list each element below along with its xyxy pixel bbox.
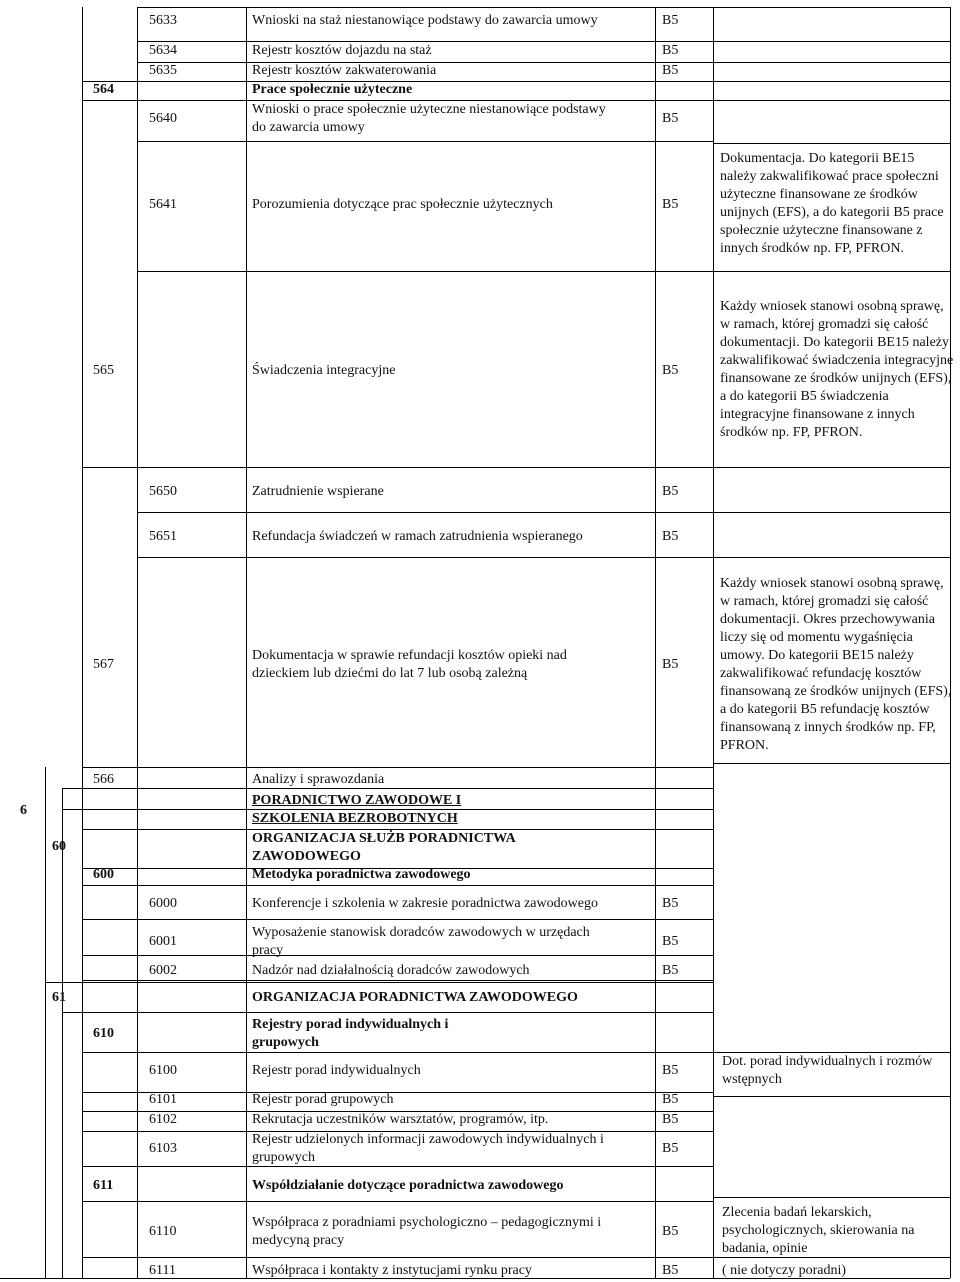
table-rule [82, 1201, 713, 1202]
category-cell: B5 [662, 1224, 679, 1239]
title-cell: ORGANIZACJA SŁUŻB PORADNICTWA ZAWODOWEGO [252, 831, 515, 864]
title-cell: Konferencje i szkolenia w zakresie poradnictwa zawodowego [252, 896, 598, 911]
title-cell: Świadczenia integracyjne [252, 363, 396, 378]
symbol-cell: 5651 [149, 529, 177, 544]
table-rule [713, 763, 950, 764]
table-rule [713, 143, 950, 144]
symbol-cell: 600 [93, 867, 114, 882]
category-cell: B5 [662, 1063, 679, 1078]
symbol-cell: 5634 [149, 43, 177, 58]
title-cell: Rejestry porad indywidualnych i grupowych [252, 1017, 449, 1050]
title-cell: ORGANIZACJA PORADNICTWA ZAWODOWEGO [252, 990, 578, 1005]
symbol-cell: 5633 [149, 13, 177, 28]
note-cell: Każdy wniosek stanowi osobną sprawę, w ramach, której gromadzi się całość dokumentacji. Okres przechowywania liczy się od momentu wygaśnięcia umowy. Do kategorii BE15 należy zakwalifikować refundację kosztów finansowaną ze środków unijnych (EFS), a do kategorii B5 refundację kosztów finansowaną z innych środków np. FP, PFRON. [720, 576, 952, 753]
symbol-cell: 6 [20, 803, 27, 818]
note-cell: ( nie dotyczy poradni) [722, 1263, 847, 1278]
table-rule [82, 885, 713, 886]
category-cell: B5 [662, 363, 679, 378]
title-cell: Prace społecznie użyteczne [252, 82, 413, 97]
table-rule [655, 7, 656, 1278]
table-rule [137, 271, 950, 272]
symbol-cell: 6110 [149, 1224, 177, 1239]
title-cell: Rejestr kosztów dojazdu na staż [252, 43, 432, 58]
symbol-cell: 6001 [149, 934, 177, 949]
table-rule [82, 81, 950, 82]
symbol-cell: 610 [93, 1026, 114, 1041]
table-rule [62, 1012, 713, 1013]
title-cell: Wnioski na staż niestanowiące podstawy do zawarcia umowy [252, 13, 598, 28]
title-cell: Rejestr udzielonych informacji zawodowych indywidualnych i grupowych [252, 1132, 604, 1165]
table-rule [82, 7, 83, 1278]
symbol-cell: 61 [52, 990, 66, 1005]
table-rule [82, 980, 713, 981]
table-rule [137, 512, 950, 513]
symbol-cell: 565 [93, 363, 114, 378]
category-cell: B5 [662, 1092, 679, 1107]
title-cell: Współpraca z poradniami psychologiczno – pedagogicznymi i medycyną pracy [252, 1215, 602, 1248]
note-cell: Dokumentacja. Do kategorii BE15 należy zakwalifikować prace społeczni użyteczne finansowane ze środków unijnych (EFS), a do kategorii B5 prace społecznie użyteczne finansowane z innych środków np. FP, PFRON. [720, 151, 944, 256]
category-cell: B5 [662, 657, 679, 672]
symbol-cell: 5641 [149, 197, 177, 212]
symbol-cell: 6101 [149, 1092, 177, 1107]
title-cell: Rejestr porad indywidualnych [252, 1063, 421, 1078]
table-rule [246, 7, 247, 1278]
symbol-cell: 611 [93, 1178, 114, 1193]
table-rule [82, 767, 713, 768]
category-cell: B5 [662, 1112, 679, 1127]
category-cell: B5 [662, 963, 679, 978]
table-rule [713, 7, 714, 1278]
category-cell: B5 [662, 63, 679, 78]
title-cell: Zatrudnienie wspierane [252, 484, 384, 499]
category-cell: B5 [662, 1263, 679, 1278]
symbol-cell: 564 [93, 82, 114, 97]
category-cell: B5 [662, 43, 679, 58]
title-cell: PORADNICTWO ZAWODOWE I SZKOLENIA BEZROBOTNYCH [252, 793, 462, 826]
title-cell: Współpraca i kontakty z instytucjami rynku pracy [252, 1263, 532, 1278]
symbol-cell: 60 [52, 839, 66, 854]
symbol-cell: 6000 [149, 896, 177, 911]
symbol-cell: 5640 [149, 111, 177, 126]
title-cell: Porozumienia dotyczące prac społecznie użytecznych [252, 197, 553, 212]
table-rule [82, 919, 713, 920]
table-rule [45, 767, 46, 1278]
title-cell: Wnioski o prace społecznie użyteczne niestanowiące podstawy do zawarcia umowy [252, 102, 606, 135]
category-cell: B5 [662, 896, 679, 911]
table-rule [137, 7, 950, 8]
symbol-cell: 5635 [149, 63, 177, 78]
title-cell: Dokumentacja w sprawie refundacji kosztów opieki nad dzieckiem lub dziećmi do lat 7 lub osobą zależną [252, 648, 567, 681]
table-rule [137, 7, 138, 1278]
table-rule [62, 788, 63, 1278]
symbol-cell: 5650 [149, 484, 177, 499]
category-cell: B5 [662, 934, 679, 949]
title-cell: Rekrutacja uczestników warsztatów, programów, itp. [252, 1112, 549, 1127]
symbol-cell: 567 [93, 657, 114, 672]
note-cell: Zlecenia badań lekarskich, psychologicznych, skierowania na badania, opinie [722, 1205, 915, 1256]
symbol-cell: 566 [93, 772, 114, 787]
table-rule [713, 1197, 950, 1198]
note-cell: Każdy wniosek stanowi osobną sprawę, w ramach, której gromadzi się całość dokumentacji. Do kategorii BE15 należy zakwalifikować świadczenia integracyjne finansowane ze środków unijnych (EFS), a do kategorii B5 świadczenia integracyjne finansowane z innych środków np. FP, PFRON. [720, 299, 954, 440]
category-cell: B5 [662, 529, 679, 544]
symbol-cell: 6111 [149, 1263, 176, 1278]
title-cell: Nadzór nad działalnością doradców zawodowych [252, 963, 530, 978]
symbol-cell: 6103 [149, 1141, 177, 1156]
symbol-cell: 6002 [149, 963, 177, 978]
table-rule [82, 1052, 713, 1053]
title-cell: Rejestr porad grupowych [252, 1092, 394, 1107]
category-cell: B5 [662, 13, 679, 28]
table-rule [137, 557, 950, 558]
title-cell: Metodyka poradnictwa zawodowego [252, 867, 471, 882]
title-cell: Analizy i sprawozdania [252, 772, 385, 787]
symbol-cell: 6100 [149, 1063, 177, 1078]
category-cell: B5 [662, 197, 679, 212]
note-cell: Dot. porad indywidualnych i rozmów wstępnych [722, 1054, 933, 1087]
category-cell: B5 [662, 484, 679, 499]
category-cell: B5 [662, 111, 679, 126]
table-rule [713, 1096, 950, 1097]
table-rule [62, 788, 713, 789]
title-cell: Refundacja świadczeń w ramach zatrudnienia wspieranego [252, 529, 583, 544]
table-rule [137, 141, 713, 142]
title-cell: Wyposażenie stanowisk doradców zawodowych w urzędach pracy [252, 925, 590, 958]
title-cell: Współdziałanie dotyczące poradnictwa zawodowego [252, 1178, 564, 1193]
table-rule [45, 982, 713, 983]
category-cell: B5 [662, 1141, 679, 1156]
table-rule [82, 467, 950, 468]
symbol-cell: 6102 [149, 1112, 177, 1127]
title-cell: Rejestr kosztów zakwaterowania [252, 63, 437, 78]
